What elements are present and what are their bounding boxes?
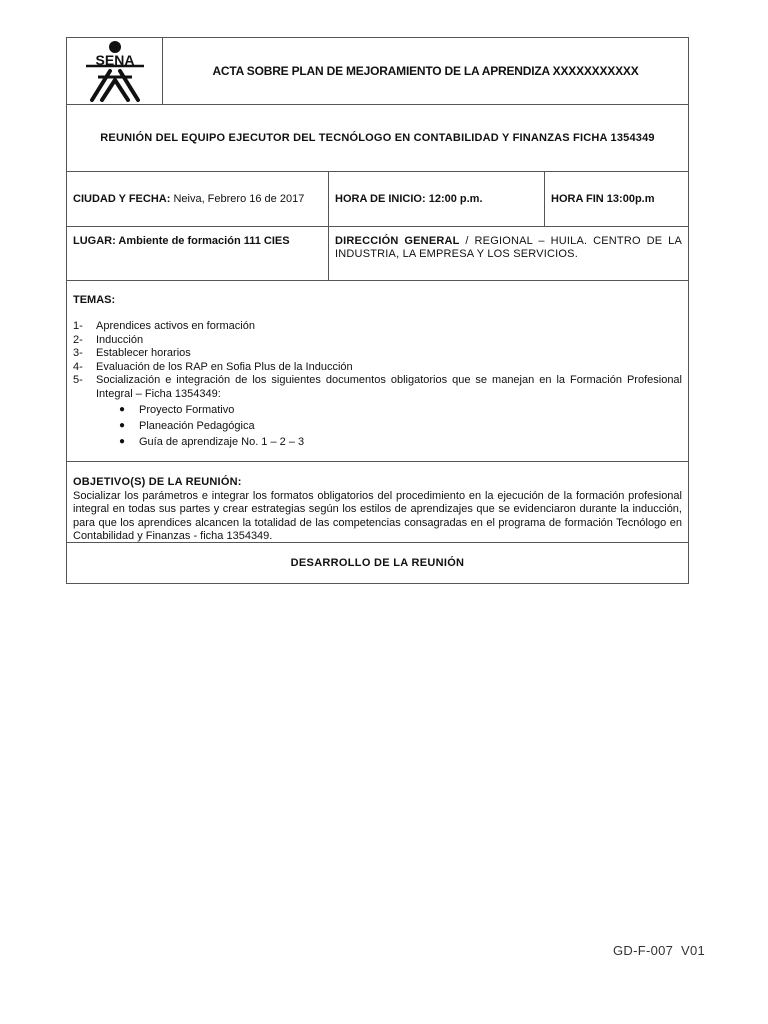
ciudad-value: Neiva, Febrero 16 de 2017: [170, 193, 305, 205]
sena-logo-icon: [80, 40, 150, 102]
list-item-number: 2-: [73, 333, 83, 346]
list-item-text: Guía de aprendizaje No. 1 – 2 – 3: [139, 436, 305, 448]
header-row: [67, 38, 688, 105]
ciudad-fecha-cell: [67, 172, 329, 226]
lugar: LUGAR: Ambiente de formación 111 CIES: [67, 227, 329, 280]
lugar-row: [67, 227, 688, 281]
list-item-number: 3-: [73, 347, 83, 359]
acta-document: [66, 37, 689, 584]
direccion-label: DIRECCIÓN GENERAL: [335, 235, 460, 247]
direccion-value: / REGIONAL – HUILA. CENTRO DE LA INDUSTRIA, LA EMPRESA Y LOS SERVICIOS.: [335, 235, 682, 260]
temas-row: [67, 281, 688, 462]
bullet-icon: ●: [119, 404, 126, 415]
document-title: ACTA SOBRE PLAN DE MEJORAMIENTO DE LA APRENDIZA XXXXXXXXXXX: [212, 64, 639, 78]
list-item-text: Socialización e integración de los siguientes documentos obligatorios que se manejan en la Formación Profesional Integral – Ficha 1354349:: [96, 374, 682, 400]
hora-inicio: HORA DE INICIO: 12:00 p.m.: [329, 172, 545, 226]
objetivo-cell: [67, 462, 688, 542]
list-item-text: Inducción: [96, 333, 144, 346]
list-item-text: Aprendices activos en formación: [96, 320, 255, 332]
hora-fin: HORA FIN 13:00p.m: [551, 193, 655, 205]
logo-cell: [67, 38, 163, 104]
objetivo-row: [67, 462, 688, 543]
list-item-text: Planeación Pedagógica: [139, 420, 255, 432]
list-item: [119, 402, 682, 418]
meeting-subtitle: REUNIÓN DEL EQUIPO EJECUTOR DEL TECNÓLOGO EN CONTABILIDAD Y FINANZAS FICHA 1354349: [100, 132, 655, 144]
bullet-icon: ●: [119, 420, 126, 431]
list-item-text: Establecer horarios: [96, 347, 191, 359]
bullet-icon: ●: [119, 436, 126, 447]
list-item-number: 4-: [73, 360, 83, 373]
documentos-list: [73, 402, 682, 450]
list-item-number: 5-: [73, 374, 83, 386]
objetivo-title: OBJETIVO(S) DE LA REUNIÓN:: [73, 476, 242, 488]
list-item: [73, 320, 682, 334]
direccion-cell: [329, 227, 688, 280]
logo-text: SENA: [95, 52, 134, 68]
list-item: [73, 347, 682, 361]
list-item: [73, 374, 682, 401]
list-item: [119, 434, 682, 450]
list-item-text: Evaluación de los RAP en Sofia Plus de la Inducción: [96, 360, 353, 373]
ciudad-label: CIUDAD Y FECHA:: [73, 193, 171, 205]
list-item-text: Proyecto Formativo: [139, 404, 235, 416]
desarrollo-title: DESARROLLO DE LA REUNIÓN: [290, 557, 465, 569]
list-item: [73, 361, 682, 375]
temas-title: TEMAS:: [73, 294, 116, 306]
meeting-row: [67, 105, 688, 172]
list-item: [73, 334, 682, 348]
form-code: GD-F-007 V01: [613, 943, 706, 958]
temas-list: [73, 320, 682, 401]
objetivo-text: Socializar los parámetros e integrar los formatos obligatorios del procedimiento en la ejecución de la formación profesional integral en todas sus partes y crear estrategias según los estilos de aprendizajes que se evidenciaron durante la inducción, para que los aprendices alcancen la totalidad de las competencias consagradas en el programa de formación Tecnólogo en Contabilidad y Finanzas - ficha 1354349.: [73, 489, 682, 542]
temas-cell: [67, 281, 688, 461]
date-time-row: [67, 172, 688, 227]
list-item-number: 1-: [73, 320, 83, 332]
desarrollo-row: [67, 543, 688, 583]
list-item: [119, 418, 682, 434]
